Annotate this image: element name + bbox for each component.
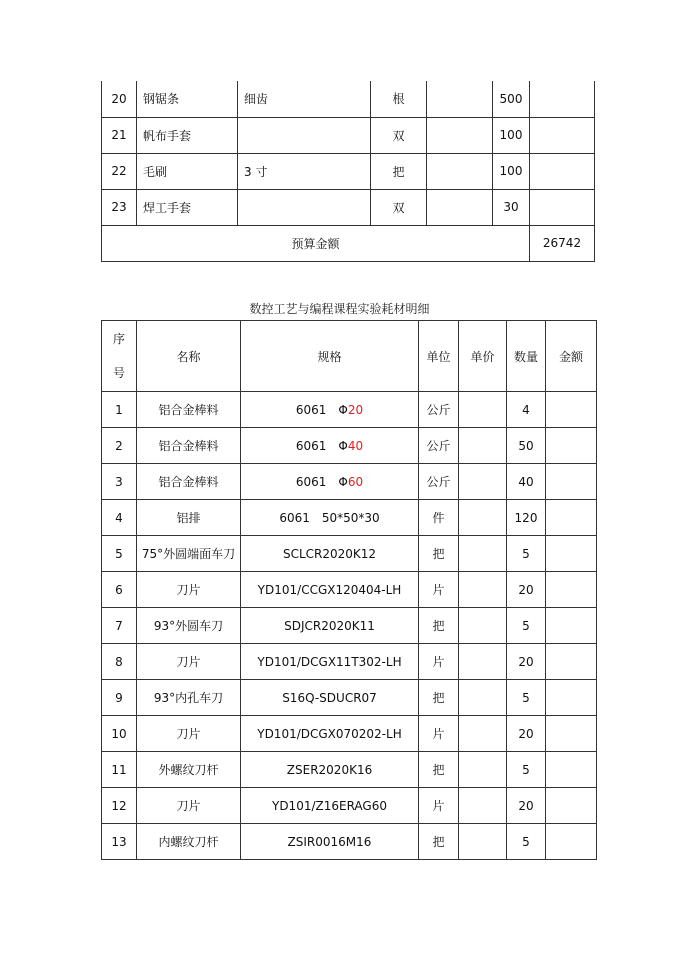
row-unit: 片 [419,572,459,608]
header-amount: 金额 [546,321,597,392]
row-spec-text: YD101/CCGX120404-LH [257,582,402,597]
row-qty: 40 [507,464,546,500]
row-unit: 根 [371,81,427,117]
row-qty: 100 [493,153,530,189]
table-row [102,153,595,189]
row-qty: 4 [507,392,546,428]
row-price [459,608,507,644]
header-seq-line2: 号 [112,366,125,380]
row-name: 刀片 [137,788,241,824]
row-amount [530,189,595,225]
row-qty: 5 [507,824,546,860]
row-no: 1 [102,392,137,428]
row-spec [241,716,419,752]
row-spec [241,500,419,536]
row-spec [241,824,419,860]
row-spec: 3 寸 [238,153,371,189]
row-spec-text: 6061 Φ [295,475,348,489]
row-qty: 20 [507,716,546,752]
row-no: 20 [102,81,137,117]
row-price [427,81,493,117]
row-spec-diameter: 40 [347,439,364,453]
row-amount [546,824,597,860]
row-name: 铝合金棒料 [137,392,241,428]
row-amount [546,392,597,428]
row-amount [546,536,597,572]
row-no: 6 [102,572,137,608]
row-price [427,117,493,153]
row-amount [546,428,597,464]
row-no: 5 [102,536,137,572]
row-price [459,644,507,680]
row-amount [546,500,597,536]
row-name: 75°外圆端面车刀 [137,536,241,572]
row-amount [546,788,597,824]
row-price [459,392,507,428]
row-spec-text: 6061 Φ [295,439,348,453]
row-spec-text: YD101/DCGX070202-LH [257,726,402,741]
row-spec-text: YD101/DCGX11T302-LH [257,654,402,669]
row-no: 21 [102,117,137,153]
row-qty: 5 [507,752,546,788]
row-price [459,572,507,608]
header-spec: 规格 [241,321,419,392]
row-no: 10 [102,716,137,752]
row-no: 2 [102,428,137,464]
row-no: 9 [102,680,137,716]
row-price [459,464,507,500]
row-unit: 双 [371,189,427,225]
row-qty: 100 [493,117,530,153]
row-spec-text: 6061 Φ [295,403,348,417]
budget-label: 预算金额 [102,225,530,261]
row-spec-text: YD101/Z16ERAG60 [271,798,387,813]
row-unit: 片 [419,716,459,752]
row-spec-text: 6061 50*50*30 [279,511,380,525]
row-amount [546,572,597,608]
header-unit: 单位 [419,321,459,392]
table-header-row [102,321,597,392]
row-unit: 公斤 [419,392,459,428]
row-qty: 120 [507,500,546,536]
cnc-consumables-table [101,320,597,860]
table-row [102,464,597,500]
row-spec [238,117,371,153]
row-amount [546,608,597,644]
budget-value: 26742 [530,225,595,261]
row-unit: 件 [419,500,459,536]
row-name: 刀片 [137,572,241,608]
row-price [459,536,507,572]
row-no: 22 [102,153,137,189]
row-amount [546,644,597,680]
row-unit: 把 [419,608,459,644]
row-unit: 把 [419,824,459,860]
row-qty: 500 [493,81,530,117]
row-price [427,153,493,189]
row-name: 毛刷 [137,153,238,189]
row-no: 23 [102,189,137,225]
row-qty: 5 [507,680,546,716]
row-unit: 公斤 [419,464,459,500]
row-unit: 双 [371,117,427,153]
table-row [102,824,597,860]
table-row [102,536,597,572]
row-amount [530,153,595,189]
row-amount [546,716,597,752]
table-row [102,716,597,752]
table-row [102,788,597,824]
header-seq [102,321,137,392]
row-qty: 20 [507,788,546,824]
row-spec-text: ZSER2020K16 [286,762,373,777]
row-unit: 把 [419,536,459,572]
row-qty: 5 [507,608,546,644]
row-price [459,680,507,716]
row-name: 内螺纹刀杆 [137,824,241,860]
row-price [459,500,507,536]
header-name: 名称 [137,321,241,392]
row-name: 外螺纹刀杆 [137,752,241,788]
row-spec-diameter: 60 [347,475,364,489]
row-no: 3 [102,464,137,500]
table-row [102,680,597,716]
row-spec-text: ZSIR0016M16 [287,834,372,849]
consumables-table-continued [101,81,595,262]
row-price [459,716,507,752]
row-name: 铝合金棒料 [137,464,241,500]
row-qty: 50 [507,428,546,464]
table-row [102,428,597,464]
row-amount [546,680,597,716]
row-unit: 片 [419,788,459,824]
row-spec-text: SDJCR2020K11 [284,618,375,633]
table-row [102,572,597,608]
table-row [102,117,595,153]
table-caption: 数控工艺与编程课程实验耗材明细 [249,302,430,316]
row-amount [546,752,597,788]
table-row [102,500,597,536]
row-spec [241,608,419,644]
row-name: 刀片 [137,644,241,680]
row-price [427,189,493,225]
row-price [459,824,507,860]
row-name: 焊工手套 [137,189,238,225]
row-spec-text: S16Q-SDUCR07 [282,690,377,705]
row-spec [241,536,419,572]
row-no: 12 [102,788,137,824]
header-qty: 数量 [507,321,546,392]
row-no: 13 [102,824,137,860]
row-name: 93°外圆车刀 [137,608,241,644]
row-spec [238,189,371,225]
row-unit: 把 [371,153,427,189]
row-no: 11 [102,752,137,788]
header-seq-line1: 序 [112,332,125,346]
row-name: 钢锯条 [137,81,238,117]
row-no: 7 [102,608,137,644]
row-no: 4 [102,500,137,536]
row-name: 铝合金棒料 [137,428,241,464]
row-name: 帆布手套 [137,117,238,153]
table-row [102,81,595,117]
table-row [102,644,597,680]
row-name: 93°内孔车刀 [137,680,241,716]
row-spec [241,572,419,608]
row-spec [241,464,419,500]
table-row [102,752,597,788]
row-amount [530,117,595,153]
row-qty: 5 [507,536,546,572]
table-row [102,392,597,428]
row-spec-diameter: 20 [347,403,364,417]
row-spec: 细齿 [238,81,371,117]
row-unit: 把 [419,680,459,716]
row-unit: 片 [419,644,459,680]
row-spec [241,644,419,680]
row-unit: 把 [419,752,459,788]
row-spec [241,680,419,716]
row-amount [530,81,595,117]
row-name: 铝排 [137,500,241,536]
row-amount [546,464,597,500]
row-spec [241,788,419,824]
row-name: 刀片 [137,716,241,752]
row-spec-text: SCLCR2020K12 [282,546,377,561]
row-price [459,788,507,824]
row-no: 8 [102,644,137,680]
row-unit: 公斤 [419,428,459,464]
row-price [459,428,507,464]
row-qty: 20 [507,572,546,608]
row-spec [241,428,419,464]
row-spec [241,752,419,788]
header-price: 单价 [459,321,507,392]
row-qty: 20 [507,644,546,680]
row-price [459,752,507,788]
table-row [102,608,597,644]
row-qty: 30 [493,189,530,225]
table-row [102,189,595,225]
row-spec [241,392,419,428]
